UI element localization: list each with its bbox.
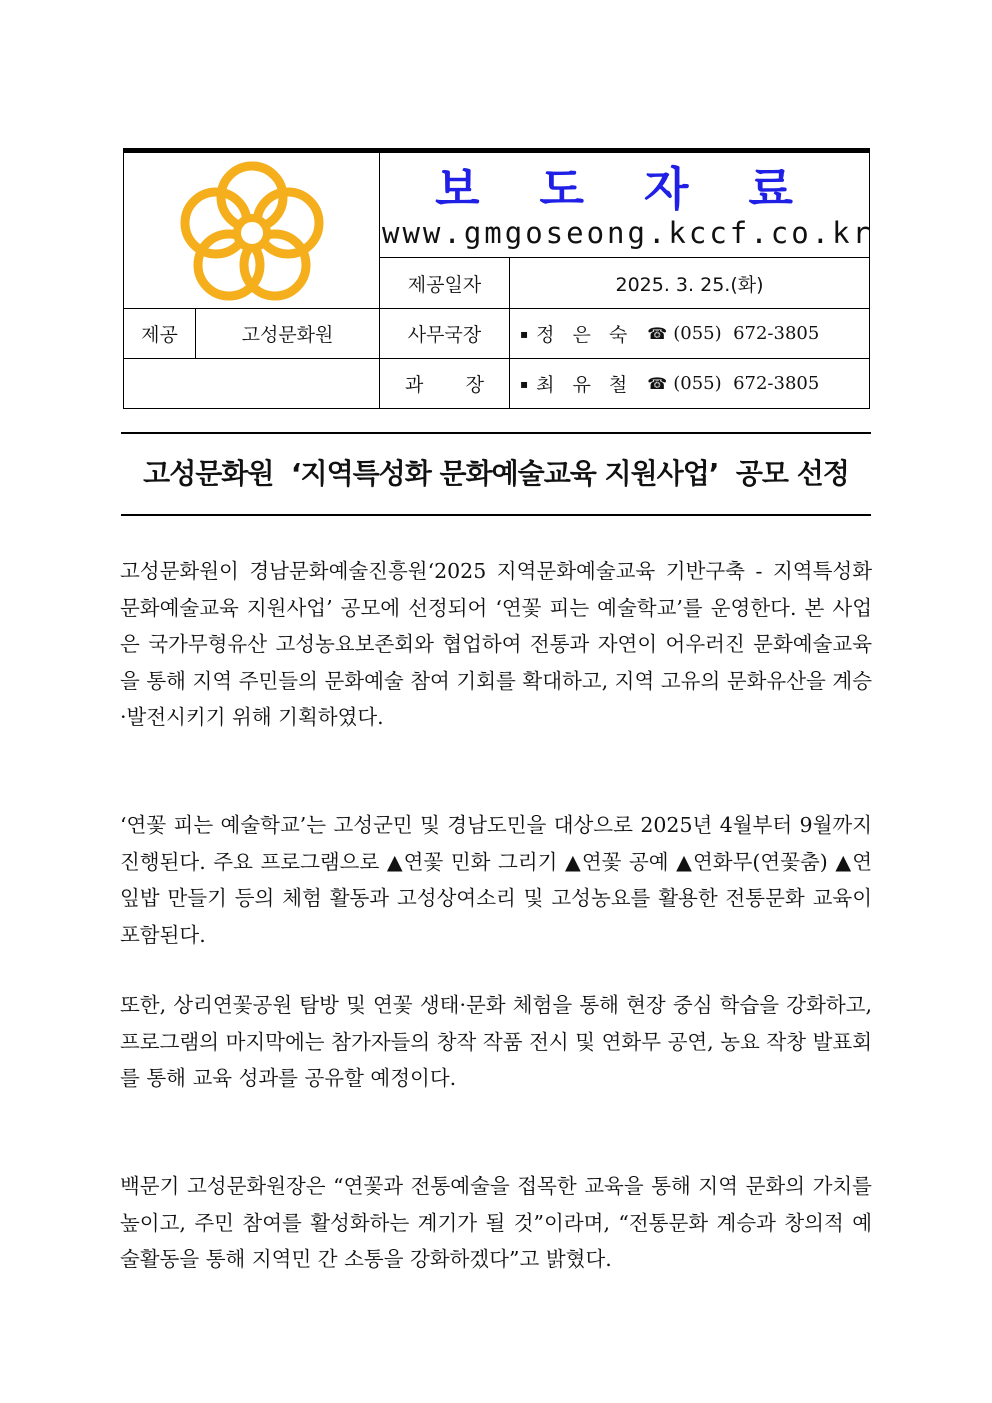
date-value: 2025. 3. 25.(화)	[615, 273, 764, 296]
body-paragraph: 고성문화원이 경남문화예술진흥원‘2025 지역문화예술교육 기반구축 - 지역특성화 문화예술교육 지원사업’ 공모에 선정되어 ‘연꽃 피는 예술학교’를 운영한다. 본 사업은 국가무형유산 고성농요보존회와 협업하여 전통과 자연이 어우러진 문화예술교육을 통해 지역 주민들의 문화예술 참여 기회를 확대하고, 지역 고유의 문화유산을 계승·발전시키기 위해 기획하였다.	[120, 559, 872, 729]
contact-role: 사무국장	[407, 324, 482, 346]
phone-icon: ☎	[647, 374, 668, 393]
contact-phone: (055) 672-3805	[673, 373, 820, 394]
body-paragraph: ‘연꽃 피는 예술학교’는 고성군민 및 경남도민을 대상으로 2025년 4월부터 9월까지 진행된다. 주요 프로그램으로 ▲연꽃 민화 그리기 ▲연꽃 공예 ▲연화무(연꽃춤) ▲연잎밥 만들기 등의 체험 활동과 고성상여소리 및 고성농요를 활용한 전통문화 교육이 포함된다.	[120, 813, 872, 947]
flower-emblem-icon	[179, 161, 325, 301]
headline: 고성문화원 ‘지역특성화 문화예술교육 지원사업’ 공모 선정	[143, 457, 849, 490]
press-release-title: 보 도 자 료	[435, 162, 815, 216]
body-paragraph: 백문기 고성문화원장은 “연꽃과 전통예술을 접목한 교육을 통해 지역 문화의 가치를 높이고, 주민 참여를 활성화하는 계기가 될 것”이라며, “전통문화 계승과 창의적 예술활동을 통해 지역민 간 소통을 강화하겠다”고 밝혔다.	[120, 1174, 872, 1271]
website-url[interactable]: www.gmgoseong.kccf.co.kr	[382, 216, 874, 250]
phone-icon: ☎	[647, 324, 668, 343]
body-paragraph: 또한, 상리연꽃공원 탐방 및 연꽃 생태·문화 체험을 통해 현장 중심 학습을 강화하고, 프로그램의 마지막에는 참가자들의 창작 작품 전시 및 연화무 공연, 농요 작창 발표회를 통해 교육 성과를 공유할 예정이다.	[120, 993, 872, 1090]
contact-name: 최 유 철	[536, 374, 634, 396]
provider-label: 제공	[141, 324, 178, 346]
contact-role: 과 장	[405, 374, 484, 396]
contact-row	[510, 309, 869, 358]
contact-name: 정 은 숙	[536, 324, 634, 346]
date-label: 제공일자	[407, 273, 482, 296]
contact-phone: (055) 672-3805	[673, 323, 820, 344]
contact-row	[510, 359, 869, 408]
headline-box	[121, 432, 871, 516]
press-release-header	[123, 148, 874, 409]
bullet-icon: ▪	[520, 326, 529, 341]
organization-logo	[124, 153, 379, 308]
provider-value: 고성문화원	[241, 324, 334, 346]
bullet-icon: ▪	[520, 376, 529, 391]
